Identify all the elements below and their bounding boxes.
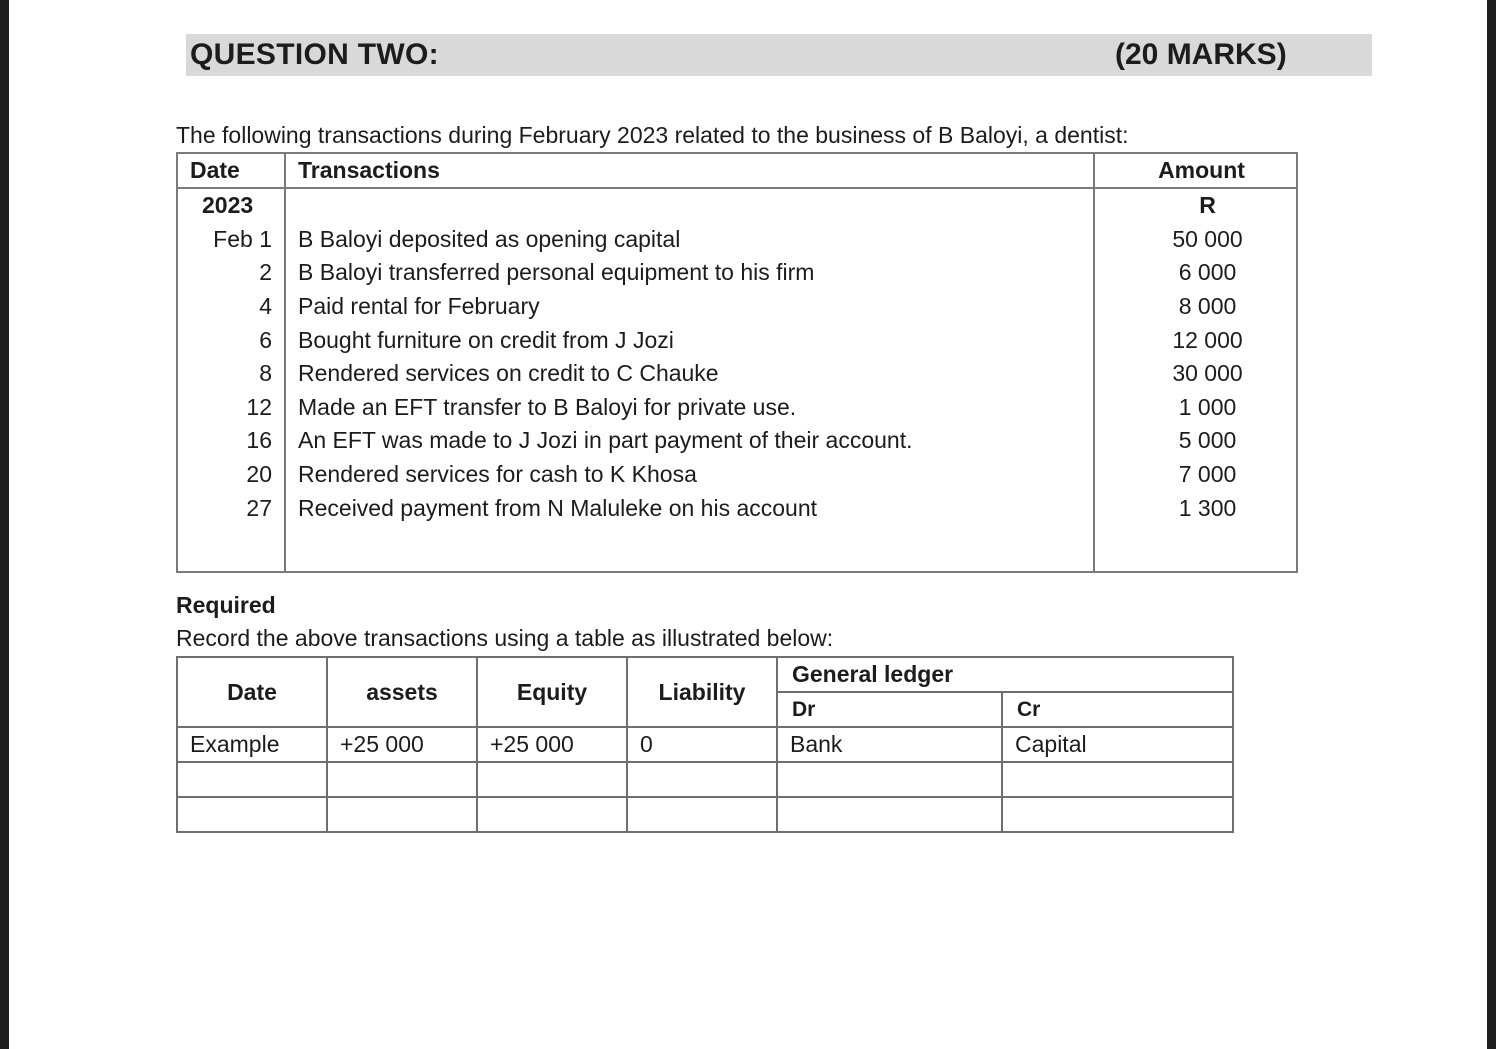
- row-date: 12: [177, 391, 285, 425]
- left-page-edge: [0, 0, 9, 1049]
- answer-header-general-ledger: General ledger: [777, 657, 1233, 692]
- table-row: [177, 357, 1297, 391]
- example-dr: Bank: [777, 727, 1002, 762]
- row-date: 8: [177, 357, 285, 391]
- answer-header-liability: Liability: [627, 657, 777, 727]
- header-date: Date: [177, 153, 285, 188]
- row-description: Rendered services on credit to C Chauke: [285, 357, 1094, 391]
- table-row: [177, 323, 1297, 357]
- row-amount: 12 000: [1094, 323, 1297, 357]
- row-description: B Baloyi deposited as opening capital: [285, 223, 1094, 257]
- answer-blank-row: [177, 762, 1233, 797]
- row-date: 2: [177, 256, 285, 290]
- table-row: [177, 491, 1297, 525]
- table-row: [177, 256, 1297, 290]
- table-row: [177, 391, 1297, 425]
- row-amount: 8 000: [1094, 290, 1297, 324]
- table-row: [177, 424, 1297, 458]
- row-description: Made an EFT transfer to B Baloyi for private use.: [285, 391, 1094, 425]
- currency-label: R: [1094, 188, 1297, 223]
- year-label: 2023: [177, 188, 285, 223]
- example-date: Example: [177, 727, 327, 762]
- row-description: B Baloyi transferred personal equipment to his firm: [285, 256, 1094, 290]
- transactions-table: [176, 152, 1298, 573]
- row-amount: 1 300: [1094, 491, 1297, 525]
- row-date: Feb 1: [177, 223, 285, 257]
- row-description: Bought furniture on credit from J Jozi: [285, 323, 1094, 357]
- header-amount: Amount: [1094, 153, 1297, 188]
- table-row: [177, 290, 1297, 324]
- row-description: Rendered services for cash to K Khosa: [285, 458, 1094, 492]
- row-amount: 30 000: [1094, 357, 1297, 391]
- row-date: 27: [177, 491, 285, 525]
- example-equity: +25 000: [477, 727, 627, 762]
- required-title: Required: [176, 592, 276, 618]
- row-date: 16: [177, 424, 285, 458]
- header-transactions: Transactions: [285, 153, 1094, 188]
- row-amount: 1 000: [1094, 391, 1297, 425]
- row-amount: 6 000: [1094, 256, 1297, 290]
- question-marks: (20 MARKS): [1115, 38, 1287, 71]
- row-amount: 5 000: [1094, 424, 1297, 458]
- answer-header-dr: Dr: [777, 692, 1002, 727]
- answer-table: [176, 656, 1234, 833]
- answer-header-cr: Cr: [1002, 692, 1233, 727]
- answer-example-row: [177, 727, 1233, 762]
- table-row-blank: [177, 525, 1297, 572]
- right-page-edge: [1487, 0, 1496, 1049]
- row-description: Paid rental for February: [285, 290, 1094, 324]
- answer-header-date: Date: [177, 657, 327, 727]
- year-row-blank: [285, 188, 1094, 223]
- required-text: Record the above transactions using a table as illustrated below:: [176, 625, 834, 651]
- answer-header-row: [177, 657, 1233, 692]
- answer-header-assets: assets: [327, 657, 477, 727]
- example-assets: +25 000: [327, 727, 477, 762]
- transactions-header-row: [177, 153, 1297, 188]
- table-row: [177, 458, 1297, 492]
- table-row: [177, 223, 1297, 257]
- year-row: [177, 188, 1297, 223]
- answer-blank-row: [177, 797, 1233, 832]
- intro-text: The following transactions during February 2023 related to the business of B Baloyi, a dentist:: [176, 122, 1129, 148]
- example-liability: 0: [627, 727, 777, 762]
- row-amount: 7 000: [1094, 458, 1297, 492]
- row-amount: 50 000: [1094, 223, 1297, 257]
- row-description: An EFT was made to J Jozi in part payment of their account.: [285, 424, 1094, 458]
- row-date: 6: [177, 323, 285, 357]
- row-description: Received payment from N Maluleke on his account: [285, 491, 1094, 525]
- question-title: QUESTION TWO:: [190, 38, 439, 71]
- answer-header-equity: Equity: [477, 657, 627, 727]
- row-date: 4: [177, 290, 285, 324]
- example-cr: Capital: [1002, 727, 1233, 762]
- row-date: 20: [177, 458, 285, 492]
